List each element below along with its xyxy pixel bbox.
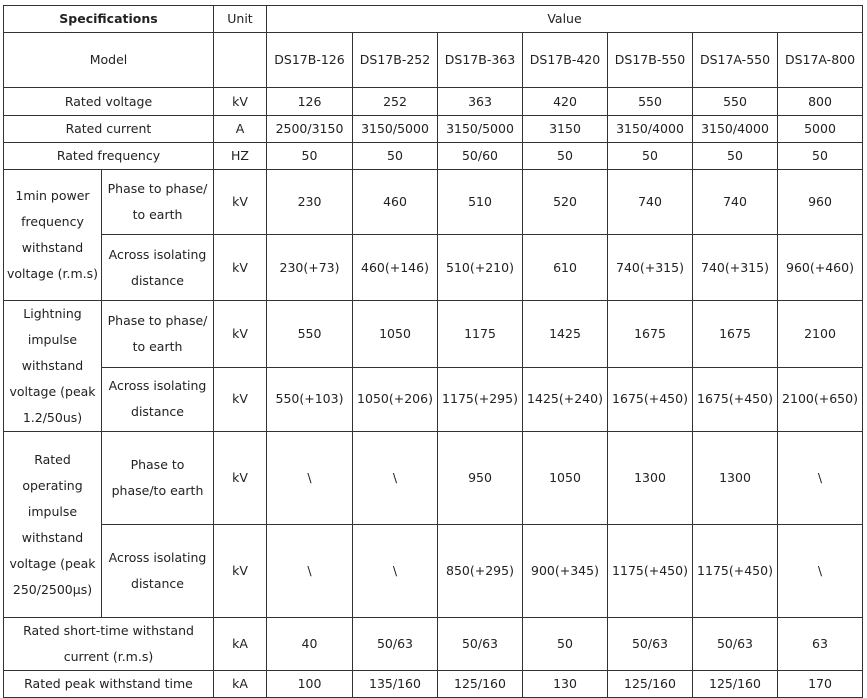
row-label: Rated voltage (4, 88, 214, 116)
value-cell: 230(+73) (267, 235, 353, 301)
sub-label: Across isolating distance (102, 367, 214, 432)
value-cell: 2500/3150 (267, 116, 353, 143)
row-unit: kV (214, 525, 267, 618)
value-cell: 510 (438, 170, 523, 235)
value-cell: 50 (608, 143, 693, 170)
sub-label: Phase to phase/to earth (102, 432, 214, 525)
value-cell: 1050(+206) (353, 367, 438, 432)
value-cell: 1675 (608, 301, 693, 368)
model-cell: DS17B-126 (267, 33, 353, 88)
value-cell: 63 (778, 618, 863, 671)
value-cell: 740(+315) (693, 235, 778, 301)
value-cell: 460(+146) (353, 235, 438, 301)
value-cell: 2100(+650) (778, 367, 863, 432)
row-unit: kV (214, 235, 267, 301)
value-cell: 170 (778, 671, 863, 698)
value-cell: 230 (267, 170, 353, 235)
group-label: Rated operating impulse withstand voltage (peak 250/2500μs) (4, 432, 102, 618)
row-label: Rated frequency (4, 143, 214, 170)
value-cell: 3150/4000 (608, 116, 693, 143)
model-cell: DS17A-800 (778, 33, 863, 88)
value-header: Value (267, 6, 863, 33)
value-cell: 50 (353, 143, 438, 170)
value-cell: 550 (693, 88, 778, 116)
value-cell: 1300 (693, 432, 778, 525)
value-cell: 460 (353, 170, 438, 235)
value-cell: 1175 (438, 301, 523, 368)
value-cell: 1175(+295) (438, 367, 523, 432)
value-cell: 50 (778, 143, 863, 170)
value-cell: 3150/4000 (693, 116, 778, 143)
row-unit: kV (214, 432, 267, 525)
row-unit: kV (214, 170, 267, 235)
value-cell: 550 (608, 88, 693, 116)
row-unit: kV (214, 301, 267, 368)
value-cell: 125/160 (608, 671, 693, 698)
value-cell: 1050 (353, 301, 438, 368)
model-label: Model (4, 33, 214, 88)
value-cell: 50/60 (438, 143, 523, 170)
value-cell: 1675(+450) (608, 367, 693, 432)
row-unit: kV (214, 367, 267, 432)
row-unit: kA (214, 671, 267, 698)
model-cell: DS17B-550 (608, 33, 693, 88)
value-cell: 960(+460) (778, 235, 863, 301)
value-cell: 40 (267, 618, 353, 671)
value-cell: 550 (267, 301, 353, 368)
sub-label: Across isolating distance (102, 235, 214, 301)
value-cell: 520 (523, 170, 608, 235)
specifications-table (3, 5, 863, 698)
model-cell: DS17B-252 (353, 33, 438, 88)
value-cell: 50/63 (353, 618, 438, 671)
value-cell: 125/160 (438, 671, 523, 698)
sub-label: Across isolating distance (102, 525, 214, 618)
value-cell: 100 (267, 671, 353, 698)
value-cell: 363 (438, 88, 523, 116)
value-cell: 740 (693, 170, 778, 235)
group-label: 1min power frequency withstand voltage (r.m.s) (4, 170, 102, 301)
value-cell: 850(+295) (438, 525, 523, 618)
model-cell: DS17B-420 (523, 33, 608, 88)
value-cell: 130 (523, 671, 608, 698)
sub-label: Phase to phase/ to earth (102, 170, 214, 235)
value-cell: 960 (778, 170, 863, 235)
specifications-header: Specifications (4, 6, 214, 33)
model-unit (214, 33, 267, 88)
row-label: Rated current (4, 116, 214, 143)
value-cell: 610 (523, 235, 608, 301)
value-cell: 3150/5000 (438, 116, 523, 143)
value-cell: 50 (267, 143, 353, 170)
sub-label: Phase to phase/ to earth (102, 301, 214, 368)
row-unit: kV (214, 88, 267, 116)
unit-header: Unit (214, 6, 267, 33)
value-cell: 126 (267, 88, 353, 116)
group-label: Lightning impulse withstand voltage (peak 1.2/50us) (4, 301, 102, 432)
value-cell: 3150 (523, 116, 608, 143)
value-cell: 740(+315) (608, 235, 693, 301)
value-cell: 2100 (778, 301, 863, 368)
value-cell: \ (778, 432, 863, 525)
value-cell: 50 (693, 143, 778, 170)
value-cell: 420 (523, 88, 608, 116)
row-unit: kA (214, 618, 267, 671)
value-cell: 50 (523, 618, 608, 671)
value-cell: 5000 (778, 116, 863, 143)
value-cell: 135/160 (353, 671, 438, 698)
value-cell: \ (353, 432, 438, 525)
value-cell: 1300 (608, 432, 693, 525)
value-cell: 1675(+450) (693, 367, 778, 432)
value-cell: 1425(+240) (523, 367, 608, 432)
value-cell: 50 (523, 143, 608, 170)
value-cell: 1050 (523, 432, 608, 525)
value-cell: \ (267, 525, 353, 618)
value-cell: 510(+210) (438, 235, 523, 301)
value-cell: 50/63 (693, 618, 778, 671)
value-cell: 3150/5000 (353, 116, 438, 143)
value-cell: 550(+103) (267, 367, 353, 432)
value-cell: 1175(+450) (693, 525, 778, 618)
model-cell: DS17B-363 (438, 33, 523, 88)
row-label: Rated short-time withstand current (r.m.s) (4, 618, 214, 671)
value-cell: \ (267, 432, 353, 525)
value-cell: \ (353, 525, 438, 618)
row-unit: A (214, 116, 267, 143)
value-cell: 50/63 (438, 618, 523, 671)
row-unit: HZ (214, 143, 267, 170)
value-cell: 1175(+450) (608, 525, 693, 618)
value-cell: 950 (438, 432, 523, 525)
value-cell: 800 (778, 88, 863, 116)
model-cell: DS17A-550 (693, 33, 778, 88)
value-cell: 740 (608, 170, 693, 235)
value-cell: 50/63 (608, 618, 693, 671)
value-cell: \ (778, 525, 863, 618)
value-cell: 1675 (693, 301, 778, 368)
row-label: Rated peak withstand time (4, 671, 214, 698)
value-cell: 900(+345) (523, 525, 608, 618)
value-cell: 252 (353, 88, 438, 116)
value-cell: 1425 (523, 301, 608, 368)
value-cell: 125/160 (693, 671, 778, 698)
